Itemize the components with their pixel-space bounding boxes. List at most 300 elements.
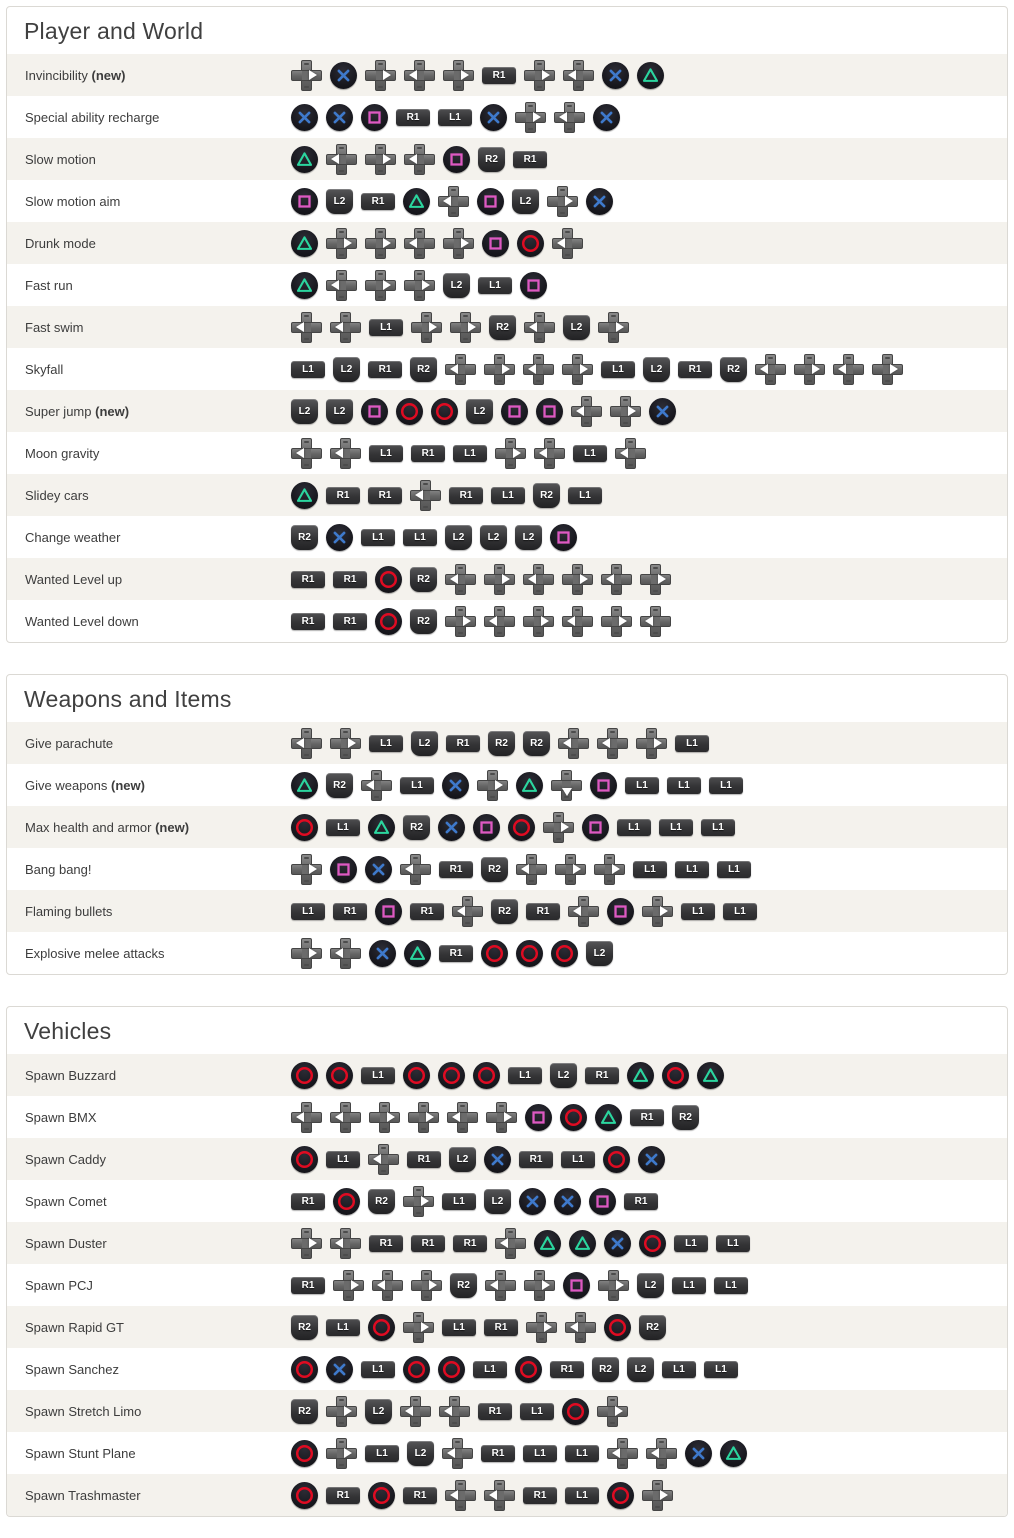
r2-button-icon: R2 — [481, 857, 508, 882]
cheat-row — [7, 1348, 1007, 1390]
l2-button-icon: L2 — [326, 189, 353, 214]
dpad-right-icon — [403, 1186, 434, 1217]
circle-button-icon — [516, 940, 543, 967]
l2-button-icon: L2 — [445, 525, 472, 550]
cheat-row — [7, 600, 1007, 642]
l1-button-icon: L1 — [601, 361, 635, 378]
l1-button-icon: L1 — [478, 277, 512, 294]
dpad-left-icon — [400, 1396, 431, 1427]
dpad-left-icon — [640, 606, 671, 637]
dpad-right-icon — [484, 564, 515, 595]
cheat-label: Special ability recharge — [25, 109, 160, 125]
section-title: Vehicles — [24, 1018, 112, 1044]
dpad-right-icon — [326, 228, 357, 259]
cheat-row — [7, 1264, 1007, 1306]
l1-button-icon: L1 — [675, 861, 709, 878]
circle-button-icon — [291, 814, 318, 841]
cheat-label: Spawn Comet — [25, 1193, 107, 1209]
triangle-button-icon — [534, 1230, 561, 1257]
r1-button-icon: R1 — [410, 903, 444, 920]
dpad-left-icon — [523, 564, 554, 595]
button-sequence — [291, 812, 735, 843]
r1-button-icon: R1 — [446, 735, 480, 752]
l1-button-icon: L1 — [369, 445, 403, 462]
r1-button-icon: R1 — [291, 571, 325, 588]
dpad-left-icon — [368, 1144, 399, 1175]
circle-button-icon — [291, 1146, 318, 1173]
r1-button-icon: R1 — [403, 1487, 437, 1504]
circle-button-icon — [396, 398, 423, 425]
l2-button-icon: L2 — [466, 399, 493, 424]
cheat-section-weapons-and-items — [6, 674, 1008, 975]
triangle-button-icon — [404, 940, 431, 967]
r2-button-icon: R2 — [639, 1315, 666, 1340]
cheat-row — [7, 54, 1007, 96]
cheat-row — [7, 764, 1007, 806]
r1-button-icon: R1 — [291, 613, 325, 630]
cheat-label: Drunk mode — [25, 235, 96, 251]
r1-button-icon: R1 — [481, 1445, 515, 1462]
l1-button-icon: L1 — [617, 819, 651, 836]
dpad-left-icon — [438, 186, 469, 217]
dpad-right-icon — [369, 1102, 400, 1133]
l1-button-icon: L1 — [565, 1445, 599, 1462]
square-button-icon — [477, 188, 504, 215]
square-button-icon — [291, 188, 318, 215]
cheat-label: Spawn Stunt Plane — [25, 1445, 136, 1461]
l1-button-icon: L1 — [723, 903, 757, 920]
dpad-left-icon — [523, 354, 554, 385]
cheat-label: Spawn Buzzard — [25, 1067, 117, 1083]
dpad-left-icon — [563, 60, 594, 91]
r2-button-icon: R2 — [488, 731, 515, 756]
cheat-label: Spawn Rapid GT — [25, 1319, 124, 1335]
new-badge: (new) — [155, 819, 190, 835]
dpad-left-icon — [597, 728, 628, 759]
l2-button-icon: L2 — [515, 525, 542, 550]
dpad-left-icon — [558, 728, 589, 759]
cheat-row — [7, 348, 1007, 390]
cheat-rows — [7, 722, 1007, 974]
cross-button-icon — [330, 62, 357, 89]
l1-button-icon: L1 — [361, 529, 395, 546]
dpad-right-icon — [515, 102, 546, 133]
dpad-right-icon — [450, 312, 481, 343]
l1-button-icon: L1 — [561, 1151, 595, 1168]
l1-button-icon: L1 — [704, 1361, 738, 1378]
dpad-right-icon — [636, 728, 667, 759]
cheat-label: Give weapons (new) — [25, 777, 145, 793]
r1-button-icon: R1 — [519, 1151, 553, 1168]
dpad-left-icon — [571, 396, 602, 427]
dpad-left-icon — [601, 564, 632, 595]
dpad-left-icon — [554, 102, 585, 133]
l1-button-icon: L1 — [717, 861, 751, 878]
circle-button-icon — [639, 1230, 666, 1257]
square-button-icon — [550, 524, 577, 551]
dpad-right-icon — [562, 564, 593, 595]
square-button-icon — [589, 1188, 616, 1215]
dpad-right-icon — [443, 60, 474, 91]
dpad-left-icon — [442, 1438, 473, 1469]
dpad-left-icon — [291, 728, 322, 759]
dpad-left-icon — [330, 938, 361, 969]
square-button-icon — [607, 898, 634, 925]
triangle-button-icon — [291, 230, 318, 257]
dpad-right-icon — [640, 564, 671, 595]
r1-button-icon: R1 — [369, 1235, 403, 1252]
cheat-row — [7, 932, 1007, 974]
r2-button-icon: R2 — [291, 1399, 318, 1424]
cheat-row — [7, 1054, 1007, 1096]
circle-button-icon — [481, 940, 508, 967]
cross-button-icon — [480, 104, 507, 131]
square-button-icon — [590, 772, 617, 799]
r1-button-icon: R1 — [513, 151, 547, 168]
l1-button-icon: L1 — [716, 1235, 750, 1252]
r2-button-icon: R2 — [291, 1315, 318, 1340]
button-sequence — [291, 854, 751, 885]
r2-button-icon: R2 — [491, 899, 518, 924]
cheat-label: Spawn Sanchez — [25, 1361, 119, 1377]
dpad-left-icon — [445, 564, 476, 595]
dpad-left-icon — [755, 354, 786, 385]
triangle-button-icon — [291, 772, 318, 799]
r1-button-icon: R1 — [439, 861, 473, 878]
cross-button-icon — [438, 814, 465, 841]
triangle-button-icon — [697, 1062, 724, 1089]
dpad-right-icon — [365, 270, 396, 301]
r1-button-icon: R1 — [361, 193, 395, 210]
button-sequence — [291, 1480, 673, 1511]
l1-button-icon: L1 — [361, 1067, 395, 1084]
button-sequence — [291, 186, 613, 217]
cheat-label: Fast swim — [25, 319, 84, 335]
cheat-label: Slow motion aim — [25, 193, 121, 209]
l2-button-icon: L2 — [449, 1147, 476, 1172]
dpad-right-icon — [365, 144, 396, 175]
l2-button-icon: L2 — [407, 1441, 434, 1466]
square-button-icon — [525, 1104, 552, 1131]
circle-button-icon — [291, 1356, 318, 1383]
cross-button-icon — [519, 1188, 546, 1215]
l1-button-icon: L1 — [369, 735, 403, 752]
square-button-icon — [563, 1272, 590, 1299]
dpad-down-icon — [551, 770, 582, 801]
cheat-row — [7, 890, 1007, 932]
button-sequence — [291, 728, 709, 759]
r2-button-icon: R2 — [291, 525, 318, 550]
r2-button-icon: R2 — [326, 773, 353, 798]
cheat-label: Explosive melee attacks — [25, 945, 165, 961]
l1-button-icon: L1 — [709, 777, 743, 794]
section-title: Player and World — [24, 18, 204, 44]
triangle-button-icon — [627, 1062, 654, 1089]
circle-button-icon — [368, 1482, 395, 1509]
triangle-button-icon — [516, 772, 543, 799]
r1-button-icon: R1 — [333, 613, 367, 630]
l1-button-icon: L1 — [633, 861, 667, 878]
dpad-right-icon — [524, 1270, 555, 1301]
dpad-left-icon — [439, 1396, 470, 1427]
circle-button-icon — [604, 1314, 631, 1341]
dpad-right-icon — [291, 60, 322, 91]
dpad-left-icon — [361, 770, 392, 801]
l2-button-icon: L2 — [333, 357, 360, 382]
square-button-icon — [375, 898, 402, 925]
l2-button-icon: L2 — [627, 1357, 654, 1382]
r1-button-icon: R1 — [291, 1277, 325, 1294]
square-button-icon — [501, 398, 528, 425]
circle-button-icon — [375, 608, 402, 635]
dpad-right-icon — [365, 60, 396, 91]
l2-button-icon: L2 — [365, 1399, 392, 1424]
dpad-left-icon — [607, 1438, 638, 1469]
dpad-left-icon — [565, 1312, 596, 1343]
section-title: Weapons and Items — [24, 686, 232, 712]
cheat-label: Fast run — [25, 277, 73, 293]
cheat-row — [7, 1306, 1007, 1348]
dpad-right-icon — [411, 1270, 442, 1301]
r1-button-icon: R1 — [526, 903, 560, 920]
dpad-right-icon — [445, 606, 476, 637]
r1-button-icon: R1 — [523, 1487, 557, 1504]
cheat-section-vehicles — [6, 1006, 1008, 1517]
l2-button-icon: L2 — [512, 189, 539, 214]
button-sequence — [291, 938, 613, 969]
r1-button-icon: R1 — [411, 445, 445, 462]
square-button-icon — [482, 230, 509, 257]
cheat-label: Spawn Stretch Limo — [25, 1403, 142, 1419]
r2-button-icon: R2 — [478, 147, 505, 172]
button-sequence — [291, 1312, 666, 1343]
l1-button-icon: L1 — [674, 1235, 708, 1252]
cheat-row — [7, 722, 1007, 764]
circle-button-icon — [515, 1356, 542, 1383]
cheat-label: Spawn Trashmaster — [25, 1487, 141, 1503]
button-sequence — [291, 396, 676, 427]
l1-button-icon: L1 — [675, 735, 709, 752]
l1-button-icon: L1 — [361, 1361, 395, 1378]
button-sequence — [291, 144, 547, 175]
l1-button-icon: L1 — [662, 1361, 696, 1378]
dpad-right-icon — [365, 228, 396, 259]
dpad-right-icon — [403, 1312, 434, 1343]
button-sequence — [291, 354, 903, 385]
r1-button-icon: R1 — [478, 1403, 512, 1420]
cheat-row — [7, 1138, 1007, 1180]
r2-button-icon: R2 — [592, 1357, 619, 1382]
circle-button-icon — [326, 1062, 353, 1089]
l1-button-icon: L1 — [442, 1319, 476, 1336]
dpad-left-icon — [484, 1480, 515, 1511]
triangle-button-icon — [291, 272, 318, 299]
dpad-left-icon — [516, 854, 547, 885]
dpad-left-icon — [485, 1270, 516, 1301]
dpad-right-icon — [443, 228, 474, 259]
l1-button-icon: L1 — [491, 487, 525, 504]
button-sequence — [291, 564, 671, 595]
cheat-label: Change weather — [25, 529, 121, 545]
dpad-right-icon — [477, 770, 508, 801]
cheat-sheet — [0, 6, 1014, 1517]
square-button-icon — [536, 398, 563, 425]
r2-button-icon: R2 — [410, 567, 437, 592]
cross-button-icon — [326, 104, 353, 131]
r1-button-icon: R1 — [624, 1193, 658, 1210]
l2-button-icon: L2 — [637, 1273, 664, 1298]
r1-button-icon: R1 — [449, 487, 483, 504]
dpad-right-icon — [523, 606, 554, 637]
button-sequence — [291, 270, 547, 301]
l2-button-icon: L2 — [326, 399, 353, 424]
r1-button-icon: R1 — [439, 945, 473, 962]
triangle-button-icon — [595, 1104, 622, 1131]
dpad-right-icon — [547, 186, 578, 217]
dpad-left-icon — [404, 228, 435, 259]
cross-button-icon — [586, 188, 613, 215]
dpad-left-icon — [445, 1480, 476, 1511]
cheat-row — [7, 138, 1007, 180]
button-sequence — [291, 524, 577, 551]
l1-button-icon: L1 — [403, 529, 437, 546]
new-badge: (new) — [91, 67, 126, 83]
dpad-right-icon — [543, 812, 574, 843]
r2-button-icon: R2 — [403, 815, 430, 840]
cheat-label: Spawn BMX — [25, 1109, 97, 1125]
cross-button-icon — [326, 524, 353, 551]
circle-button-icon — [438, 1062, 465, 1089]
cheat-section-player-and-world — [6, 6, 1008, 643]
cheat-rows — [7, 1054, 1007, 1516]
r1-button-icon: R1 — [484, 1319, 518, 1336]
circle-button-icon — [291, 1482, 318, 1509]
cheat-label: Spawn Duster — [25, 1235, 107, 1251]
circle-button-icon — [431, 398, 458, 425]
dpad-left-icon — [404, 60, 435, 91]
button-sequence — [291, 1102, 699, 1133]
button-sequence — [291, 1270, 748, 1301]
r2-button-icon: R2 — [523, 731, 550, 756]
dpad-right-icon — [610, 396, 641, 427]
l1-button-icon: L1 — [369, 319, 403, 336]
dpad-left-icon — [330, 312, 361, 343]
r2-button-icon: R2 — [720, 357, 747, 382]
r2-button-icon: R2 — [368, 1189, 395, 1214]
r2-button-icon: R2 — [410, 357, 437, 382]
dpad-right-icon — [404, 270, 435, 301]
l2-button-icon: L2 — [291, 399, 318, 424]
circle-button-icon — [333, 1188, 360, 1215]
dpad-left-icon — [291, 438, 322, 469]
r1-button-icon: R1 — [411, 1235, 445, 1252]
cheat-label: Invincibility (new) — [25, 67, 126, 83]
l1-button-icon: L1 — [701, 819, 735, 836]
l1-button-icon: L1 — [568, 487, 602, 504]
cheat-row — [7, 96, 1007, 138]
cheat-row — [7, 1096, 1007, 1138]
cheat-label: Wanted Level up — [25, 571, 123, 587]
dpad-right-icon — [597, 1396, 628, 1427]
r1-button-icon: R1 — [326, 487, 360, 504]
square-button-icon — [330, 856, 357, 883]
dpad-left-icon — [552, 228, 583, 259]
button-sequence — [291, 60, 664, 91]
cross-button-icon — [604, 1230, 631, 1257]
dpad-right-icon — [524, 60, 555, 91]
l1-button-icon: L1 — [326, 1151, 360, 1168]
dpad-right-icon — [598, 1270, 629, 1301]
l2-button-icon: L2 — [550, 1063, 577, 1088]
dpad-right-icon — [333, 1270, 364, 1301]
l1-button-icon: L1 — [625, 777, 659, 794]
cross-button-icon — [484, 1146, 511, 1173]
circle-button-icon — [662, 1062, 689, 1089]
l1-button-icon: L1 — [438, 109, 472, 126]
button-sequence — [291, 1356, 738, 1383]
r1-button-icon: R1 — [368, 487, 402, 504]
l1-button-icon: L1 — [326, 819, 360, 836]
dpad-left-icon — [534, 438, 565, 469]
cheat-label: Slidey cars — [25, 487, 89, 503]
cheat-row — [7, 432, 1007, 474]
cross-button-icon — [291, 104, 318, 131]
l2-button-icon: L2 — [586, 941, 613, 966]
cheat-label: Slow motion — [25, 151, 96, 167]
cross-button-icon — [593, 104, 620, 131]
r1-button-icon: R1 — [453, 1235, 487, 1252]
triangle-button-icon — [637, 62, 664, 89]
circle-button-icon — [607, 1482, 634, 1509]
circle-button-icon — [560, 1104, 587, 1131]
cheat-label: Give parachute — [25, 735, 114, 751]
new-badge: (new) — [111, 777, 145, 793]
r1-button-icon: R1 — [482, 67, 516, 84]
dpad-left-icon — [330, 1102, 361, 1133]
cheat-label: Spawn Caddy — [25, 1151, 106, 1167]
circle-button-icon — [517, 230, 544, 257]
dpad-left-icon — [495, 1228, 526, 1259]
cheat-row — [7, 806, 1007, 848]
dpad-left-icon — [615, 438, 646, 469]
cheat-row — [7, 1180, 1007, 1222]
dpad-left-icon — [326, 144, 357, 175]
dpad-right-icon — [330, 728, 361, 759]
cross-button-icon — [554, 1188, 581, 1215]
cheat-label: Moon gravity — [25, 445, 100, 461]
l1-button-icon: L1 — [681, 903, 715, 920]
dpad-left-icon — [646, 1438, 677, 1469]
cheat-row — [7, 848, 1007, 890]
l1-button-icon: L1 — [565, 1487, 599, 1504]
cross-button-icon — [638, 1146, 665, 1173]
dpad-left-icon — [562, 606, 593, 637]
circle-button-icon — [562, 1398, 589, 1425]
r1-button-icon: R1 — [407, 1151, 441, 1168]
dpad-right-icon — [411, 312, 442, 343]
dpad-left-icon — [291, 312, 322, 343]
square-button-icon — [361, 398, 388, 425]
dpad-left-icon — [452, 896, 483, 927]
l1-button-icon: L1 — [659, 819, 693, 836]
circle-button-icon — [551, 940, 578, 967]
r1-button-icon: R1 — [326, 1487, 360, 1504]
cheat-row — [7, 474, 1007, 516]
button-sequence — [291, 1228, 750, 1259]
l1-button-icon: L1 — [520, 1403, 554, 1420]
cheat-label: Bang bang! — [25, 861, 92, 877]
l1-button-icon: L1 — [672, 1277, 706, 1294]
